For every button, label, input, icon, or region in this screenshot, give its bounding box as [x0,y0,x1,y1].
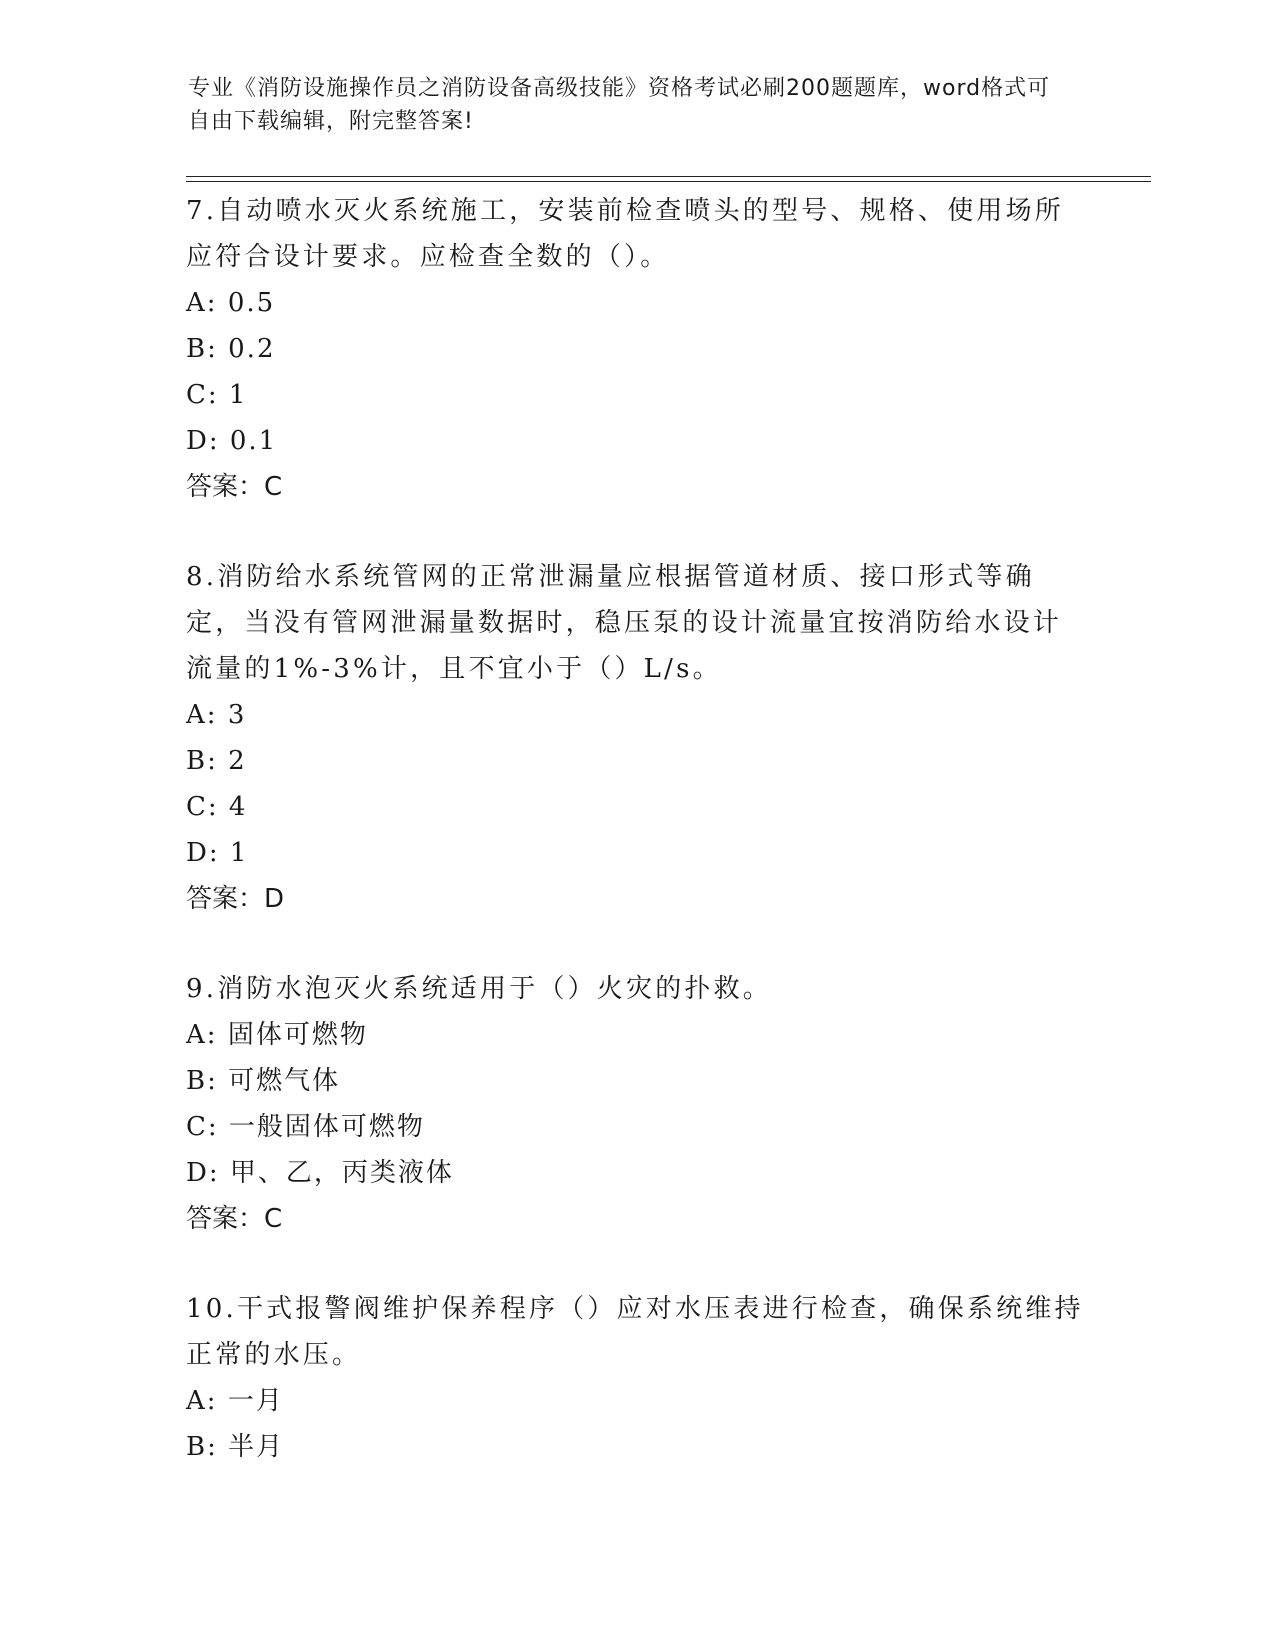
option-text: 可燃气体 [228,1066,341,1096]
option-letter: D: [186,426,220,456]
option-d [186,1150,1086,1196]
answer-line: 答案：C [186,1204,283,1234]
question-10 [186,1286,1086,1470]
option-c [186,372,1086,418]
option-a [186,692,1086,738]
option-text: 半月 [228,1432,285,1462]
option-text: 1 [228,380,248,410]
option-letter: C: [186,1112,219,1142]
header-divider-bottom [186,181,1151,182]
document-header: 专业《消防设施操作员之消防设备高级技能》资格考试必刷200题题库，word格式可自由下载编辑，附完整答案! [188,76,1051,134]
option-text: 1 [229,838,249,868]
option-text: 3 [227,700,247,730]
option-d [186,830,1086,876]
option-b [186,738,1086,784]
option-b [186,1058,1086,1104]
question-8 [186,554,1086,922]
question-stem: 8.消防给水系统管网的正常泄漏量应根据管道材质、接口形式等确定，当没有管网泄漏量数据时，稳压泵的设计流量宜按消防给水设计流量的1%-3%计，且不宜小于（）L/s。 [186,562,1063,684]
option-c [186,1104,1086,1150]
question-9 [186,966,1086,1242]
option-text: 0.1 [229,426,278,456]
option-letter: A: [186,1386,218,1416]
question-stem: 10.干式报警阀维护保养程序（）应对水压表进行检查，确保系统维持正常的水压。 [186,1294,1084,1370]
option-text: 固体可燃物 [227,1020,368,1050]
option-letter: A: [186,1020,218,1050]
option-b [186,1424,1086,1470]
option-text: 一般固体可燃物 [228,1112,425,1142]
option-text: 4 [228,792,248,822]
option-text: 2 [228,746,247,776]
question-stem: 9.消防水泡灭火系统适用于（）火灾的扑救。 [186,974,773,1004]
answer-line: 答案：C [186,472,283,502]
question-list [186,188,1086,1470]
option-letter: A: [186,288,218,318]
question-7 [186,188,1086,510]
option-c [186,784,1086,830]
option-d [186,418,1086,464]
option-a [186,280,1086,326]
answer-line: 答案：D [186,884,285,914]
option-letter: B: [186,1432,218,1462]
option-letter: D: [186,838,220,868]
option-text: 0.2 [228,334,276,364]
option-letter: B: [186,334,218,364]
option-letter: B: [186,1066,218,1096]
option-a [186,1012,1086,1058]
option-letter: C: [186,380,219,410]
option-text: 甲、乙，丙类液体 [229,1158,454,1188]
option-letter: C: [186,792,219,822]
option-text: 一月 [227,1386,284,1416]
option-letter: A: [186,700,218,730]
option-letter: B: [186,746,218,776]
option-b [186,326,1086,372]
header-divider-top [186,176,1151,177]
option-text: 0.5 [227,288,276,318]
option-letter: D: [186,1158,220,1188]
option-a [186,1378,1086,1424]
question-stem: 7.自动喷水灭火系统施工，安装前检查喷头的型号、规格、使用场所应符合设计要求。应检查全数的（）。 [186,196,1065,272]
